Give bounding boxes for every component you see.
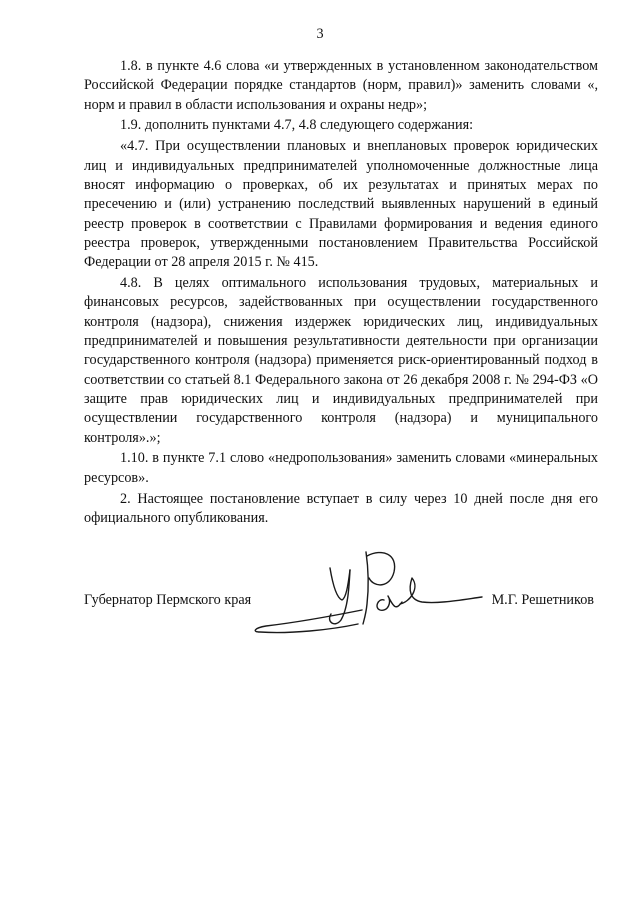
- paragraph-4-8: 4.8. В целях оптимального использования трудовых, материальных и финансовых ресурсов, задействованных при осуществлении государственного контроля (надзора), снижения издержек юридических лиц, индивидуальных предпринимателей и повышения результативности деятельности при организации государственного контроля (надзора) применяется риск-ориентированный подход в соответствии со статьей 8.1 Федерального закона от 26 декабря 2008 г. № 294-ФЗ «О защите прав юридических лиц и индивидуальных предпринимателей при осуществлении государственного контроля (надзора) и муниципального контроля».»;: [84, 274, 598, 446]
- page-number: 3: [316, 26, 324, 42]
- paragraph-1-8: 1.8. в пункте 4.6 слова «и утвержденных в установленном законодательством Российской Федерации порядке стандартов (норм, правил)» заменить словами «, норм и правил в области использования и охраны недр»;: [84, 58, 598, 113]
- signature-block: [84, 592, 598, 632]
- paragraph-1-10: 1.10. в пункте 7.1 слово «недропользования» заменить словами «минеральных ресурсов».: [84, 450, 598, 486]
- paragraph-1-9: 1.9. дополнить пунктами 4.7, 4.8 следующего содержания:: [120, 117, 474, 134]
- paragraph-2: 2. Настоящее постановление вступает в силу через 10 дней после дня его официального опубликования.: [84, 490, 598, 526]
- signer-position: Губернатор Пермского края: [84, 592, 252, 608]
- paragraph-4-7: «4.7. При осуществлении плановых и внеплановых проверок юридических лиц и индивидуальных предпринимателей уполномоченные должностные лица вносят информацию о проверках, об их результатах и принятых мерах по пресечению и (или) устранению последствий выявленных нарушений в единый реестр проверок в соответствии с Правилами формирования и ведения единого реестра проверок, утвержденными постановлением Правительства Российской Федерации от 28 апреля 2015 г. № 415.: [84, 138, 598, 271]
- document-body: [84, 57, 598, 530]
- signer-name: М.Г. Решетников: [491, 592, 594, 608]
